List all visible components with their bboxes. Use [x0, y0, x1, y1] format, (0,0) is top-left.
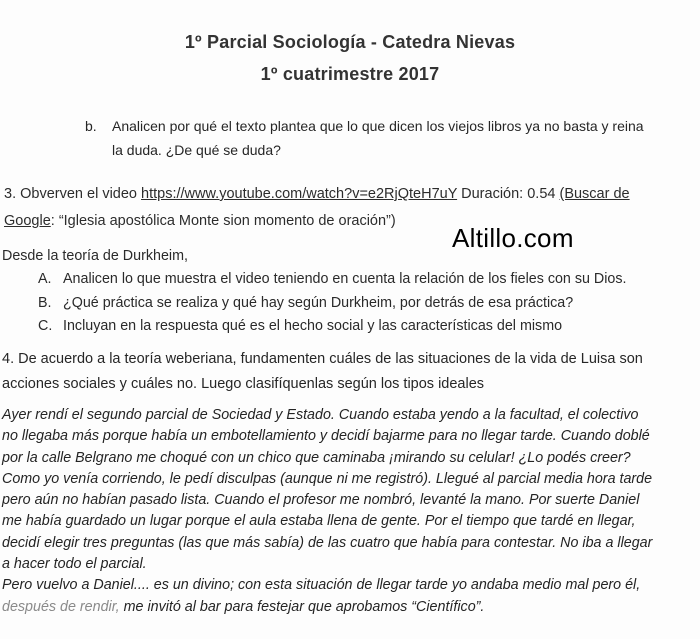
- question-b-line2: la duda. ¿De qué se duda?: [112, 142, 281, 158]
- question-b: [85, 114, 644, 162]
- narrative-line: por la calle Belgrano me choqué con un chico que caminaba ¡mirando su celular! ¿Lo podés creer?: [2, 449, 631, 466]
- narrative-last-line-rest: me invitó al bar para festejar que aprobamos “Científico”.: [119, 598, 485, 615]
- narrative-line: pero aún no habían pasado lista. Cuando el profesor me nombró, levanté la mano. Por suerte Daniel: [2, 492, 640, 509]
- durkheim-item-c-text: Incluyan en la respuesta qué es el hecho social y las características del mismo: [63, 318, 563, 335]
- question-3-search-hint-part1: (Buscar de: [559, 186, 630, 202]
- durkheim-section: [2, 245, 627, 339]
- durkheim-item-a-label: A.: [38, 271, 52, 288]
- narrative-line: a hacer todo el parcial.: [2, 556, 147, 573]
- document-title-line2: 1º cuatrimestre 2017: [260, 64, 440, 84]
- question-b-line1: Analicen por qué el texto plantea que lo que dicen los viejos libros ya no basta y reina: [112, 118, 644, 134]
- question-b-label: b.: [85, 118, 97, 134]
- durkheim-intro: Desde la teoría de Durkheim,: [2, 248, 188, 264]
- narrative-line: Pero vuelvo a Daniel.... es un divino; con esta situación de llegar tarde yo andaba medio mal pero él,: [2, 577, 641, 594]
- narrative-last-line: [2, 597, 652, 618]
- question-3-prefix: 3. Obverven el video: [4, 186, 142, 202]
- question-b-text: [112, 114, 644, 162]
- document-title-line1: 1º Parcial Sociología - Catedra Nievas: [184, 32, 516, 52]
- narrative-line: Ayer rendí el segundo parcial de Sociedad y Estado. Cuando estaba yendo a la facultad, el colectivo: [2, 407, 639, 423]
- question-4: [2, 347, 643, 397]
- question-3-line1: [4, 181, 630, 208]
- question-3-duration: Duración: 0.54: [457, 186, 560, 202]
- durkheim-item-c: [38, 315, 627, 338]
- durkheim-item-c-label: C.: [38, 318, 53, 335]
- document-title: [0, 26, 700, 90]
- narrative-line: Como yo venía corriendo, le pedí disculpas (aunque ni me registró). Llegué al parcial media hora tarde: [2, 470, 653, 487]
- narrative-faded-text: después de rendir,: [2, 598, 120, 615]
- durkheim-item-a: [38, 268, 627, 291]
- altillo-watermark: Altillo.com: [452, 223, 574, 253]
- question-3-search-hint-part2: Google: [4, 213, 51, 229]
- question-3-rest: : “Iglesia apostólica Monte sion momento de oración”): [50, 213, 396, 229]
- durkheim-item-b-text: ¿Qué práctica se realiza y qué hay según Durkheim, por detrás de esa práctica?: [63, 294, 574, 311]
- question-4-line2: acciones sociales y cuáles no. Luego clasifíquenlas según los tipos ideales: [2, 376, 485, 392]
- youtube-url: https://www.youtube.com/watch?v=e2RjQteH7uY: [141, 186, 458, 202]
- question-4-line1: 4. De acuerdo a la teoría weberiana, fundamenten cuáles de las situaciones de la vida de Luisa son: [2, 351, 643, 367]
- narrative-line: me había guardado un lugar porque el aula estaba llena de gente. Por el tiempo que tardé en llegar,: [2, 513, 636, 530]
- narrative-line: no llegaba más porque había un embotellamiento y decidí bajarme para no llegar tarde. Cuando doblé: [2, 428, 650, 445]
- durkheim-item-a-text: Analicen lo que muestra el video teniendo en cuenta la relación de los fieles con su Dios.: [63, 271, 627, 288]
- luisa-story: [2, 405, 652, 618]
- durkheim-item-b: [38, 292, 627, 315]
- durkheim-item-b-label: B.: [38, 294, 52, 311]
- narrative-line: decidí elegir tres preguntas (las que más sabía) de las cuatro que había para contestar. No iba a llegar: [2, 534, 653, 551]
